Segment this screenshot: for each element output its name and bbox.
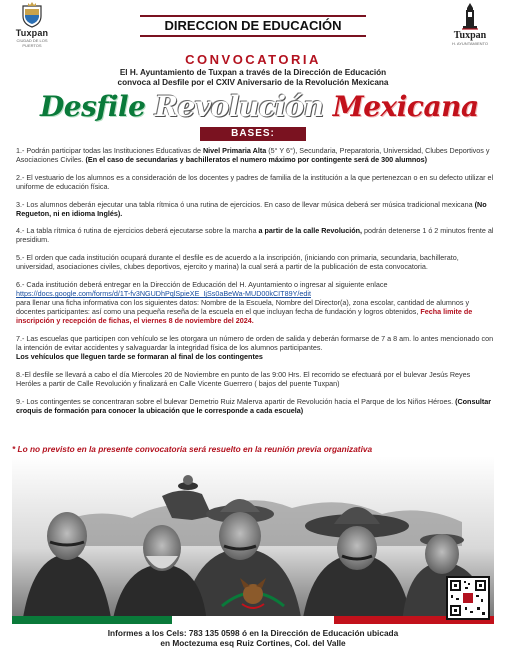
base-item-2	[16, 173, 494, 191]
base-item-7	[16, 334, 494, 361]
base-9-text-b: (Consultar croquis de formación para conocer la ubicación que le corresponde a cada escuela)	[16, 396, 492, 415]
event-title	[40, 88, 479, 126]
base-item-3	[16, 200, 494, 218]
base-item-5	[16, 253, 494, 271]
footer-line-2: en Moctezuma esq Ruiz Cortines, Col. del Valle	[160, 638, 346, 648]
title-word-mexicana: Mexicana	[332, 90, 479, 123]
base-4-text-b: a partir de la calle Revolución,	[258, 226, 362, 236]
intro-line-1: El H. Ayuntamiento de Tuxpan a través de la Dirección de Educación	[119, 68, 387, 77]
right-logo-subtitle: H. AYUNTAMIENTO	[451, 41, 488, 46]
registration-form-link[interactable]: https://docs.google.com/forms/d/1T-fv3NGUDhPqlSpieXE_IjSs0aBeWa-MUD00kCIT89Y/edit	[16, 289, 311, 298]
base-9-text-a: 9.- Los contingentes se concentraran sobre el bulevar Demetrio Ruiz Malerva apartir de Revolución hacia el Parque de los Niños Héroes.	[16, 396, 456, 406]
bases-list	[16, 146, 494, 423]
left-logo-name: Tuxpan	[15, 28, 49, 38]
base-5-text: 5.- El orden que cada institución ocupará durante el desfile es de acuerdo a la inscripción, (iniciando con primaria, secundaria, bachillerato, universidad, asociaciones civiles, clubes deportivos, ejercito y marina) la cual será a partir de la publicación de esta convocatoria.	[16, 253, 459, 272]
tower-emblem-icon	[460, 2, 480, 30]
base-item-9	[16, 397, 494, 415]
base-1-text-b: Nivel Primaria Alta	[202, 146, 267, 155]
registration-deadline: Fecha limite de inscripción y recepción de fichas, el viernes 8 de noviembre del 2024.	[16, 307, 473, 326]
base-6-text-b: para llenar una ficha informativa con los siguientes datos: Nombre de la Escuela, Nombre del Director(a), zona escolar, cantidad de alumnos y docentes participantes: así como una pequeña reseña de la escuela en el que incluyan fecha de fundación y logros obtenidos,	[16, 298, 470, 317]
base-3-text-a: 3.- Los alumnos deberán ejecutar una tabla rítmica ó una rutina de ejercicios. En caso de llevar música deberá ser música tradicional mexicana	[16, 199, 475, 209]
department-title: DIRECCION DE EDUCACIÓN	[140, 15, 366, 37]
base-item-6	[16, 280, 494, 325]
base-8-text: 8.-El desfile se llevará a cabo el día Miercoles 20 de Noviembre en punto de las 9:00 Hrs. El recorrido se efectuará por el bulevar Jesús Reyes Heróles a partir de Calle Revolución y finalizará en Calle Vicente Guerrero ( bajos del puente Tuxpan)	[16, 369, 471, 388]
coat-of-arms-icon	[21, 2, 43, 28]
qr-code[interactable]	[446, 576, 490, 620]
convocatoria-heading: CONVOCATORIA	[185, 52, 321, 67]
title-word-desfile: Desfile	[40, 90, 146, 123]
header	[0, 0, 506, 50]
footer-line-1: Informes a los Cels: 783 135 0598 ó en la Dirección de Educación ubicada	[107, 628, 399, 638]
intro-line-2: convoca al Desfile por el CXIV Aniversario de la Revolución Mexicana	[117, 78, 389, 87]
footer-contact	[60, 628, 446, 648]
base-6-text-a: 6.- Cada institución deberá entregar en la Dirección de Educación del H. Ayuntamiento o ingresar al siguiente enlace	[16, 279, 388, 289]
ayuntamiento-logo	[446, 2, 494, 46]
right-logo-name: Tuxpan	[453, 30, 487, 41]
base-4-text-c: podrán detenerse 1 ó 2 minutos frente al presidium.	[16, 226, 494, 245]
base-7-text-a: 7.- Las escuelas que participen con vehículo se les otorgara un número de orden de salida y deberán formarse de 7 a 8 am. lo antes mencionado con la intención de evitar accidentes y salvaguardar la integridad física de los alumnos participantes.	[16, 333, 494, 353]
warning-note: * Lo no previsto en la presente convocatoria será resuelto en la reunión previa organizativa	[12, 444, 373, 454]
revolution-photo-collage	[12, 456, 494, 624]
base-2-text: 2.- El vestuario de los alumnos es a consideración de los docentes y padres de familia de la institución a la que pertenezcan o en su defecto utilizar el uniforme de educación física.	[16, 172, 494, 191]
bases-label: BASES:	[200, 127, 306, 141]
base-1-text-d: (En el caso de secundarias y bachilleratos el numero máximo por contingente será de 300 alumnos)	[85, 155, 428, 165]
base-1-text-c: (5° Y 6°), Secundaria, Preparatoria, Universidad, Clubes Deportivos y Asociaciones Civiles.	[16, 146, 490, 165]
qr-code-icon	[448, 578, 488, 618]
tuxpan-city-logo	[10, 2, 54, 48]
base-7-text-b: Los vehículos que lleguen tarde se formaran al final de los contingentes	[16, 352, 263, 362]
left-logo-subtitle: CIUDAD DE LOS PUERTOS	[16, 38, 48, 48]
intro-text	[40, 68, 466, 88]
base-4-text-a: 4.- La tabla rítmica ó rutina de ejercicios deberá ejecutarse sobre la marcha	[16, 226, 259, 236]
base-item-4	[16, 226, 494, 244]
title-word-revolucion: Revolución	[154, 90, 324, 123]
base-1-text-a: 1.- Podrán participar todas las Instituciones Educativas de	[16, 146, 203, 155]
base-item-1	[16, 146, 494, 164]
base-item-8	[16, 370, 494, 388]
base-3-text-b: (No Regueton, ni en idioma Inglés).	[16, 199, 487, 218]
